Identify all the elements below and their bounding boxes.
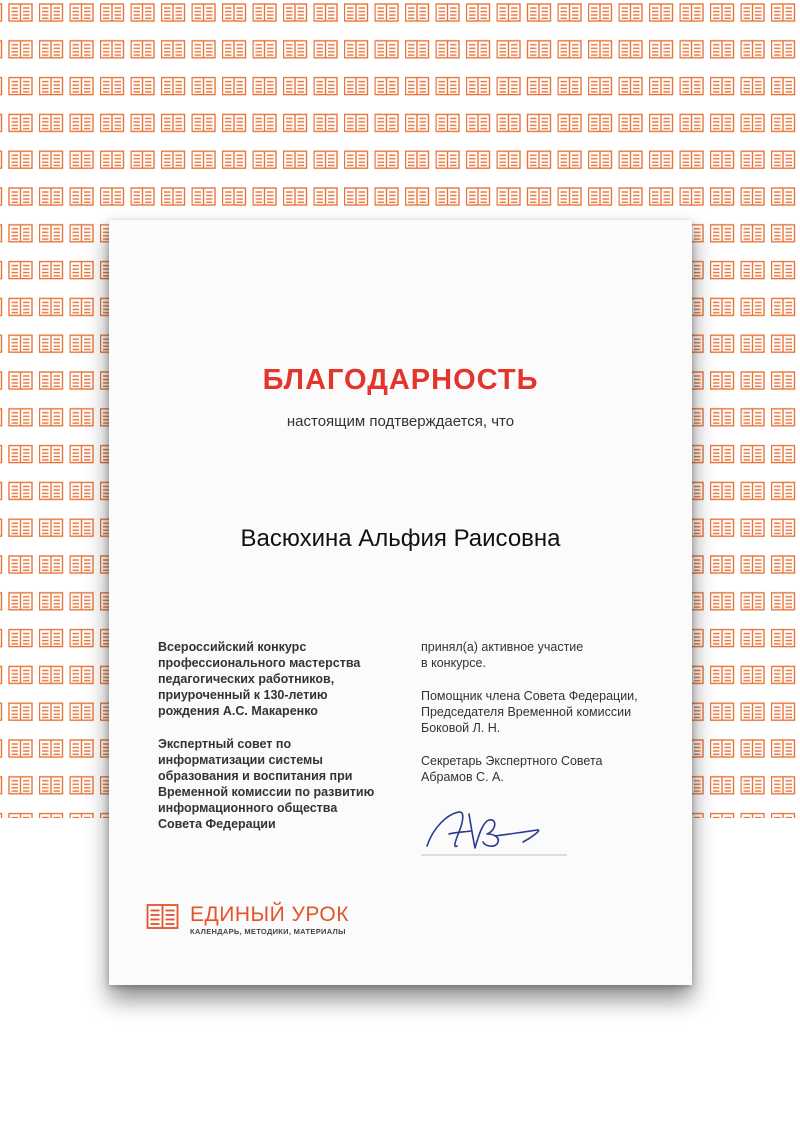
edinyi-urok-logo	[146, 903, 406, 943]
handwritten-signature	[419, 798, 569, 860]
participation-statement: принял(а) активное участие в конкурсе.	[421, 640, 584, 670]
certificate-title: БЛАГОДАРНОСТЬ	[262, 364, 539, 396]
expert-council-description: Экспертный совет по информатизации системы образования и воспитания при Временной комиссии по развитию информационного общества Совета Федерации	[158, 737, 375, 831]
logo-name: ЕДИНЫЙ УРОК	[190, 903, 349, 926]
secretary-signatory: Секретарь Экспертного Совета Абрамов С. А.	[421, 754, 603, 784]
contest-info-column	[158, 639, 403, 849]
certificate-sheet	[109, 220, 692, 985]
participation-column	[421, 639, 671, 802]
assistant-signatory: Помощник члена Совета Федерации, Председателя Временной комиссии Боковой Л. Н.	[421, 689, 638, 735]
recipient-name: Васюхина Альфия Раисовна	[240, 525, 561, 552]
open-book-icon	[146, 903, 180, 931]
certificate-subtitle: настоящим подтверждается, что	[286, 413, 515, 430]
logo-tagline: КАЛЕНДАРЬ, МЕТОДИКИ, МАТЕРИАЛЫ	[190, 927, 346, 936]
contest-description: Всероссийский конкурс профессионального мастерства педагогических работников, приуроченный к 130-летию рождения А.С. Макаренко	[158, 640, 361, 718]
